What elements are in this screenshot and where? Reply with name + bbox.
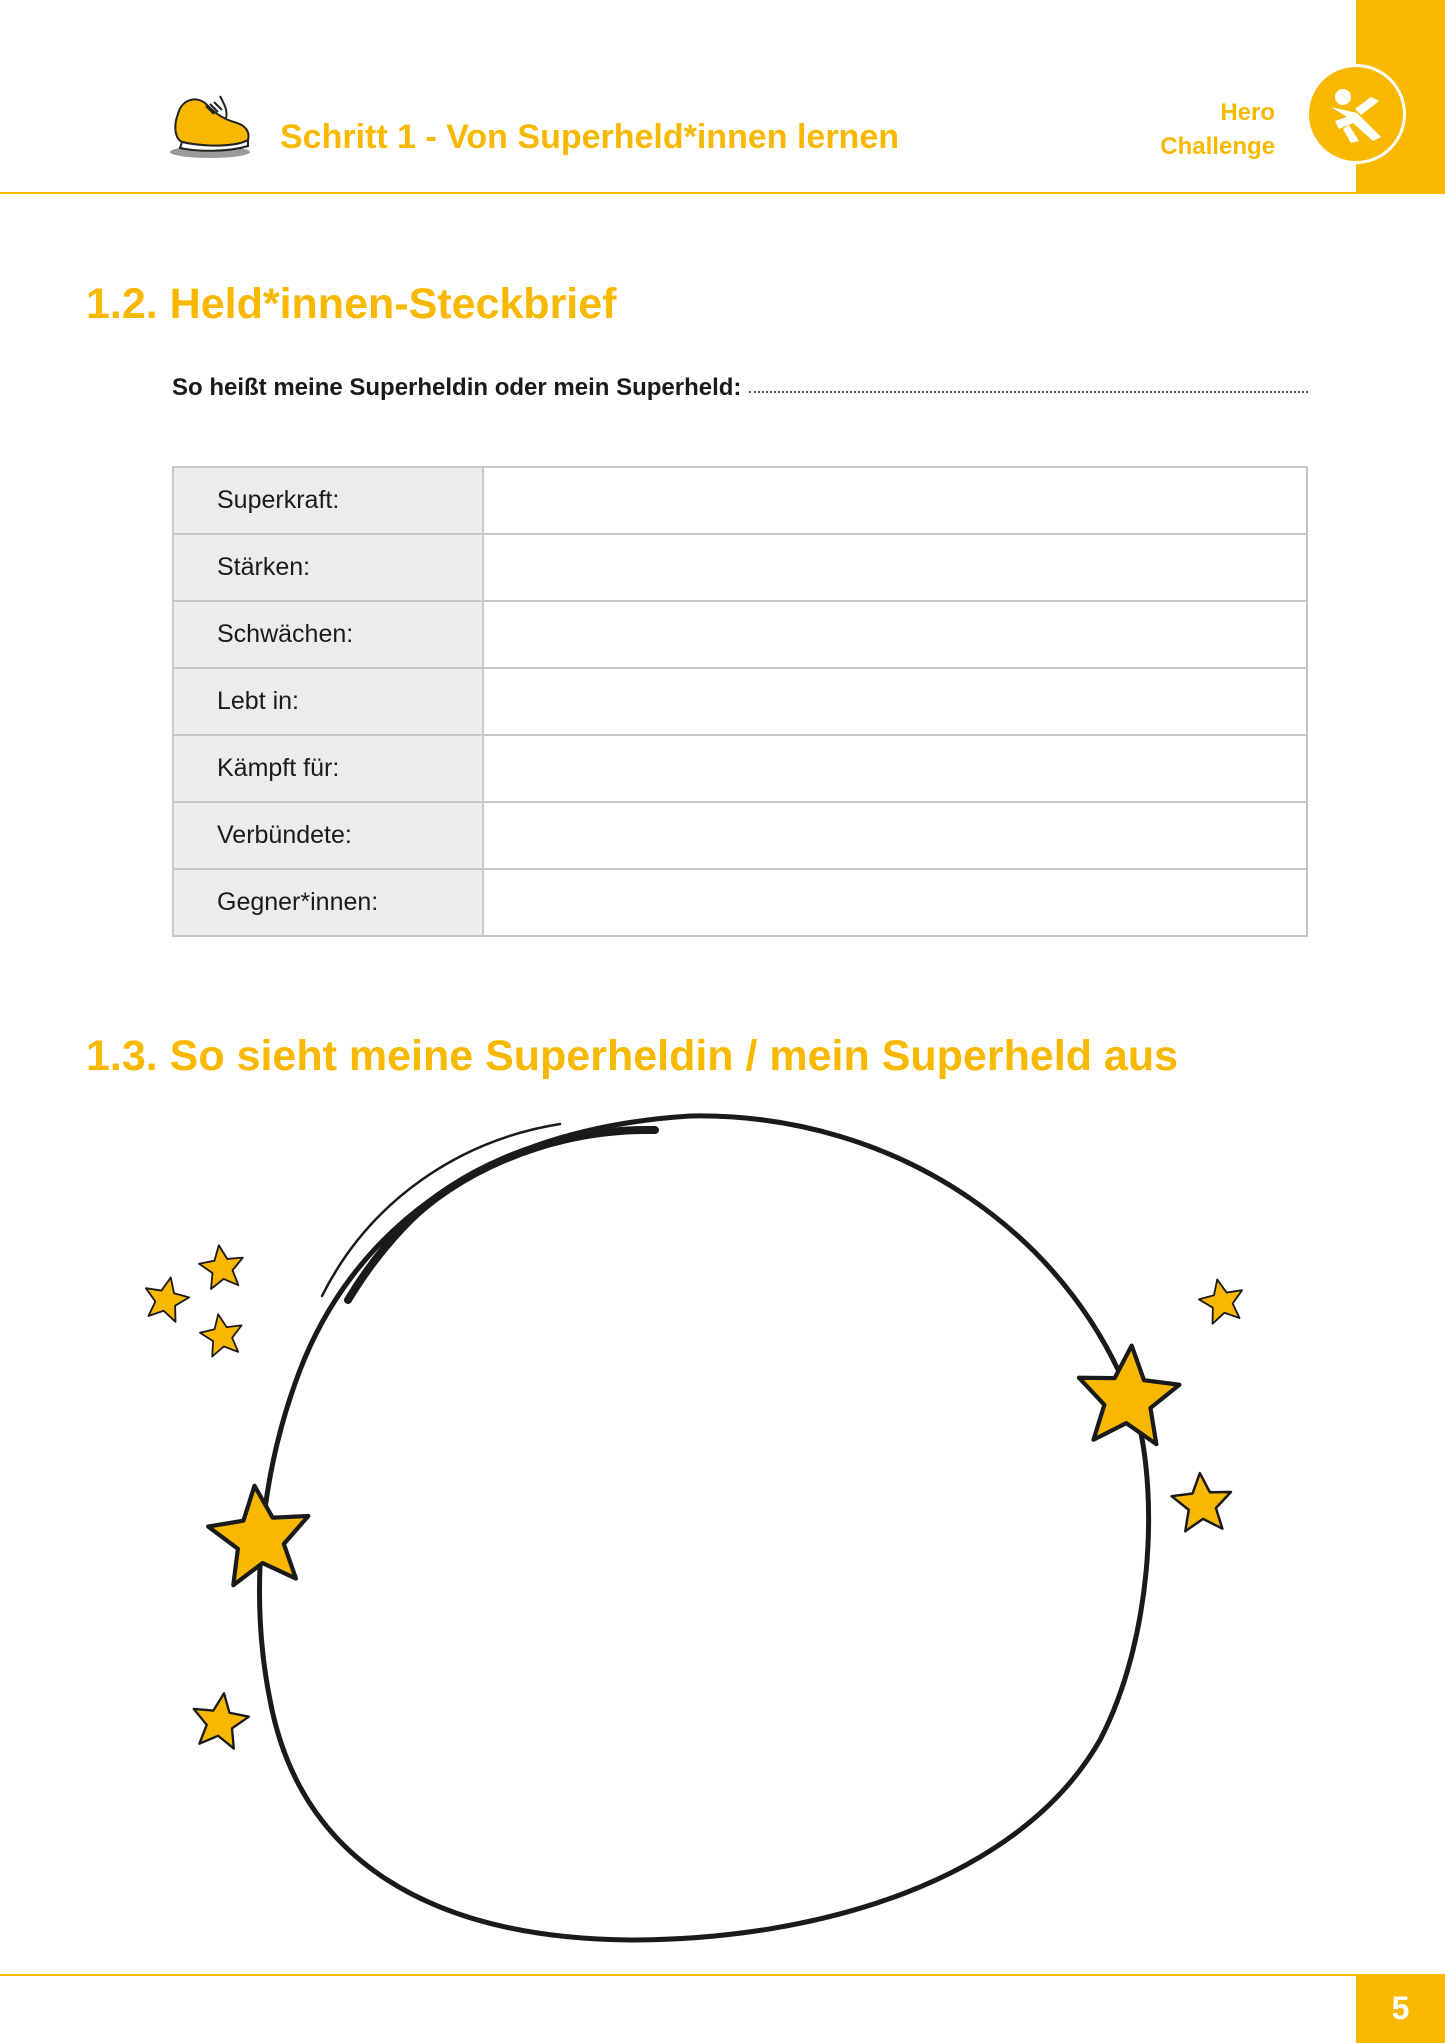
table-row	[173, 735, 1307, 802]
row-value-field[interactable]	[483, 668, 1307, 735]
star-icon	[197, 1242, 247, 1290]
header-divider	[0, 192, 1356, 194]
hero-name-line	[172, 374, 1308, 402]
table-row	[173, 601, 1307, 668]
row-label: Stärken:	[173, 534, 483, 601]
footer-divider	[0, 1974, 1356, 1976]
table-row	[173, 534, 1307, 601]
row-label: Gegner*innen:	[173, 869, 483, 936]
row-value-field[interactable]	[483, 869, 1307, 936]
table-row	[173, 668, 1307, 735]
row-value-field[interactable]	[483, 467, 1307, 534]
profile-table	[172, 466, 1308, 937]
star-icon	[197, 1311, 246, 1358]
row-label: Kämpft für:	[173, 735, 483, 802]
row-label: Verbündete:	[173, 802, 483, 869]
brand-line-1: Hero	[1220, 99, 1275, 126]
star-icon	[1075, 1342, 1182, 1445]
drawing-area[interactable]	[0, 1100, 1445, 1970]
row-value-field[interactable]	[483, 735, 1307, 802]
row-value-field[interactable]	[483, 601, 1307, 668]
table-row	[173, 467, 1307, 534]
star-icon	[1170, 1471, 1233, 1532]
brand-line-2: Challenge	[1160, 133, 1275, 160]
row-label: Superkraft:	[173, 467, 483, 534]
table-row	[173, 869, 1307, 936]
row-value-field[interactable]	[483, 802, 1307, 869]
table-row	[173, 802, 1307, 869]
header-title: Schritt 1 - Von Superheld*innen lernen	[280, 118, 900, 156]
row-value-field[interactable]	[483, 534, 1307, 601]
brand-label	[1100, 96, 1275, 164]
section-heading-profile: 1.2. Held*innen-Steckbrief	[86, 280, 617, 328]
row-label: Lebt in:	[173, 668, 483, 735]
page-number: 5	[1356, 1974, 1445, 2043]
flying-hero-icon	[1306, 64, 1406, 164]
section-heading-drawing: 1.3. So sieht meine Superheldin / mein Superheld aus	[86, 1032, 1179, 1080]
hero-name-prompt: So heißt meine Superheldin oder mein Superheld:	[172, 374, 742, 401]
row-label: Schwächen:	[173, 601, 483, 668]
star-icon	[1196, 1275, 1248, 1326]
hero-name-field[interactable]	[749, 390, 1308, 393]
star-icon	[140, 1273, 192, 1324]
sneaker-icon	[168, 92, 254, 162]
drawing-frame-accent	[348, 1130, 655, 1300]
star-icon	[189, 1689, 252, 1750]
